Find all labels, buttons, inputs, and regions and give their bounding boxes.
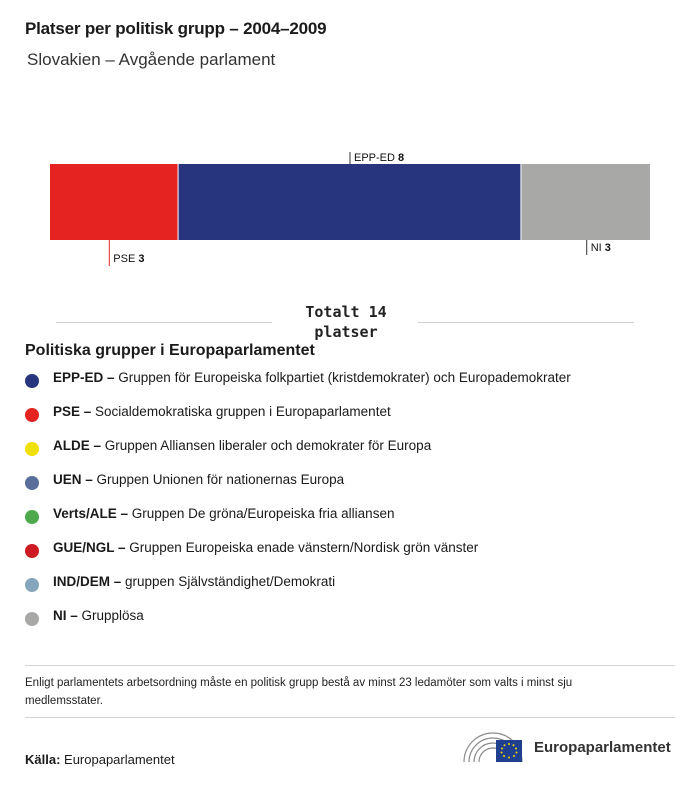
legend-abbr: Verts/ALE – [53, 506, 129, 521]
legend-desc: Gruppen för Europeiska folkpartiet (kristdemokrater) och Europademokrater [114, 370, 571, 385]
legend-abbr: ALDE – [53, 438, 102, 453]
legend-abbr: IND/DEM – [53, 574, 122, 589]
legend-item [25, 370, 571, 404]
chart-subtitle: Slovakien – Avgående parlament [27, 50, 276, 69]
legend-desc: Gruppen De gröna/Europeiska fria alliansen [128, 506, 395, 521]
data-label-pse: PSE 3 [113, 253, 145, 265]
legend-desc: Gruppen Unionen för nationernas Europa [92, 472, 345, 487]
legend-text [53, 540, 478, 555]
legend-color-dot [25, 442, 39, 456]
legend-desc: Socialdemokratiska gruppen i Europaparlamentet [91, 404, 391, 419]
data-label-ni: NI 3 [590, 242, 611, 254]
legend-desc: Gruppen Europeiska enade vänstern/Nordisk grön vänster [125, 540, 479, 555]
total-divider-left [56, 322, 272, 323]
legend-abbr: EPP-ED – [53, 370, 115, 385]
legend-item [25, 608, 571, 642]
legend-color-dot [25, 374, 39, 388]
legend-color-dot [25, 476, 39, 490]
legend-text [53, 506, 394, 521]
legend-text [53, 608, 144, 623]
legend-item [25, 404, 571, 438]
source [25, 752, 175, 767]
legend-text [53, 574, 335, 589]
footnote: Enligt parlamentets arbetsordning måste en politisk grupp bestå av minst 23 ledamöter som valts i minst sju medlemsstater. [25, 677, 573, 707]
bar-segment-ni [521, 164, 650, 240]
total-divider-right [418, 322, 634, 323]
parliament-hemicycle-icon [460, 728, 526, 766]
legend-desc: Gruppen Alliansen liberaler och demokrater för Europa [101, 438, 432, 453]
data-label-epp-ed: EPP-ED 8 [354, 152, 405, 164]
bar-segment-epp-ed [179, 164, 521, 240]
legend-color-dot [25, 544, 39, 558]
source-value: Europaparlamentet [60, 752, 175, 767]
legend-text [53, 404, 391, 419]
legend-desc: Grupplösa [77, 608, 144, 623]
chart-title: Platser per politisk grupp – 2004–2009 [25, 19, 327, 38]
legend-color-dot [25, 510, 39, 524]
legend-abbr: UEN – [53, 472, 93, 487]
legend-color-dot [25, 612, 39, 626]
legend-color-dot [25, 578, 39, 592]
legend-title: Politiska grupper i Europaparlamentet [25, 342, 315, 359]
bar-segment-pse [50, 164, 178, 240]
legend-text [53, 438, 431, 453]
legend-desc: gruppen Självständighet/Demokrati [121, 574, 336, 589]
legend-text [53, 472, 344, 487]
note-divider-top [25, 665, 675, 666]
total-seats-label: Totalt 14 platser [305, 303, 387, 341]
legend [25, 370, 571, 642]
legend-item [25, 472, 571, 506]
legend-item [25, 506, 571, 540]
legend-item [25, 540, 571, 574]
note-divider-bottom [25, 717, 675, 718]
legend-item [25, 574, 571, 608]
legend-abbr: PSE – [53, 404, 92, 419]
legend-abbr: GUE/NGL – [53, 540, 126, 555]
legend-text [53, 370, 571, 385]
seat-bar-chart [0, 140, 700, 280]
legend-item [25, 438, 571, 472]
europarl-logo [460, 728, 671, 766]
legend-color-dot [25, 408, 39, 422]
source-label: Källa: [25, 752, 61, 767]
logo-text: Europaparlamentet [534, 738, 671, 756]
legend-abbr: NI – [53, 608, 78, 623]
